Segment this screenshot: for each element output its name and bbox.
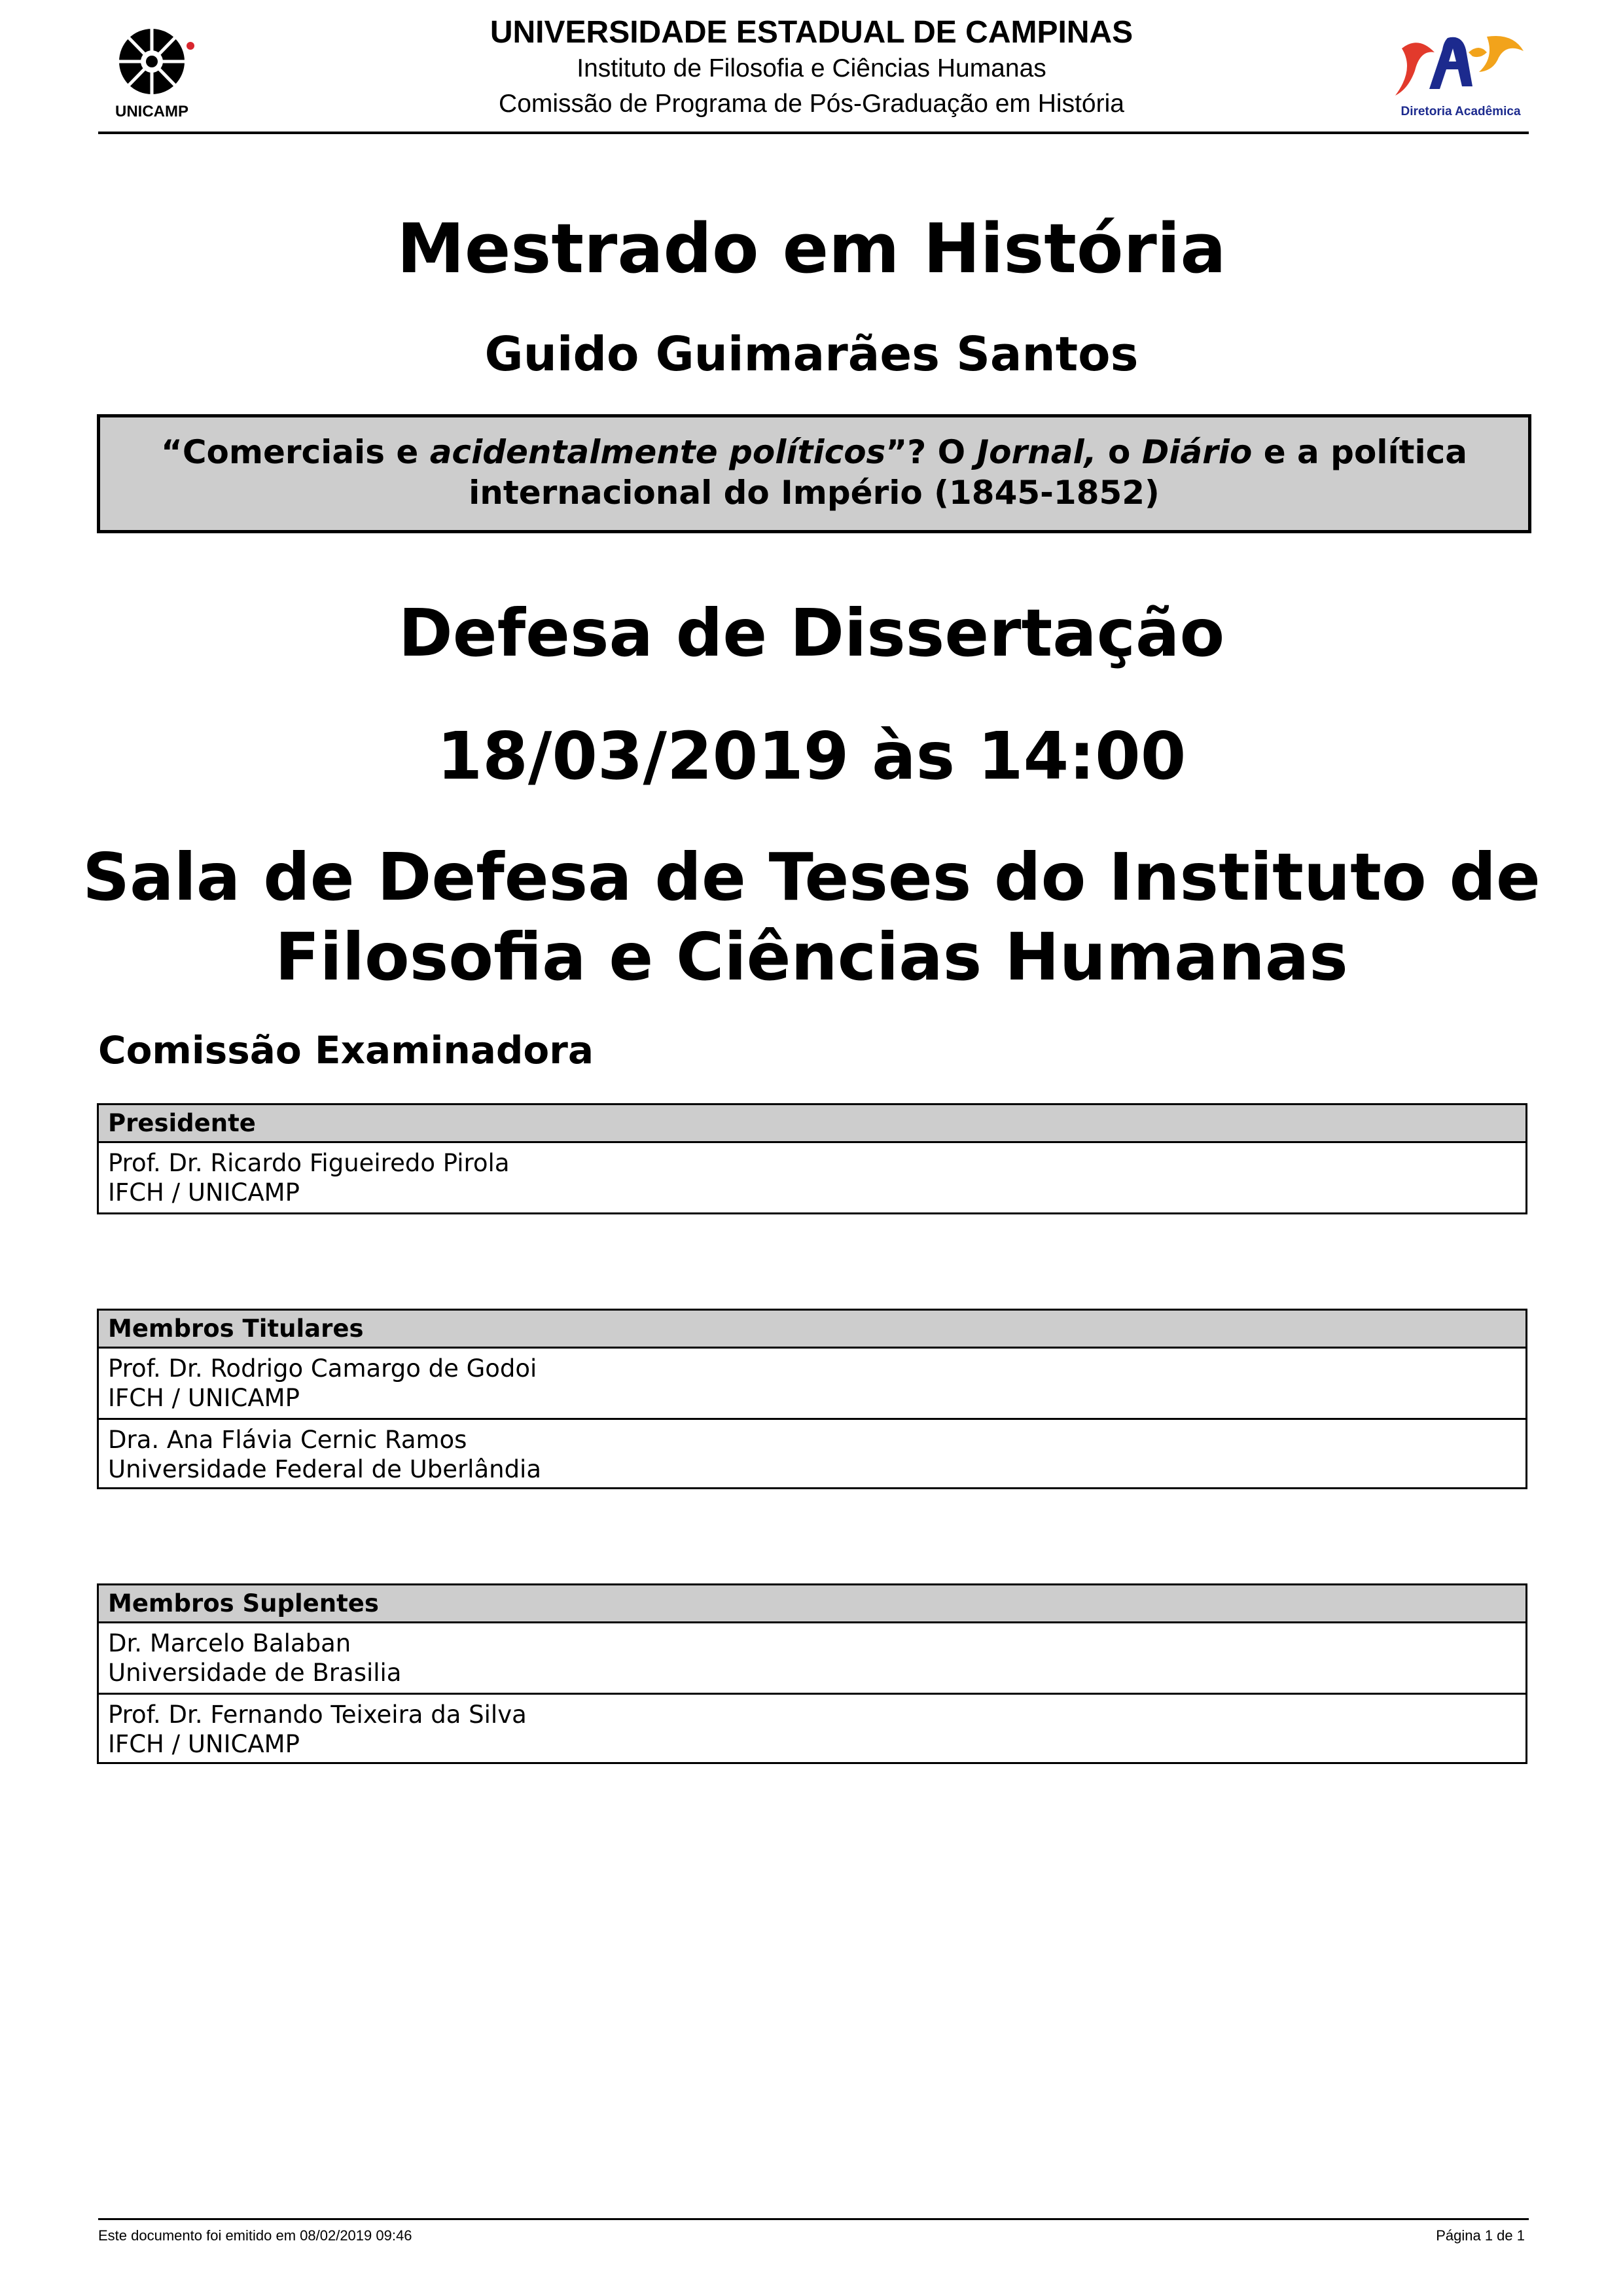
event-location-line-2: Filosofia e Ciências Humanas bbox=[275, 919, 1348, 995]
commission-name: Comissão de Programa de Pós-Graduação em História bbox=[499, 90, 1124, 118]
titulares-table bbox=[97, 1309, 1527, 1489]
member-affiliation: Universidade Federal de Uberlândia bbox=[108, 1455, 542, 1483]
university-name: UNIVERSIDADE ESTADUAL DE CAMPINAS bbox=[490, 15, 1133, 50]
institute-name: Instituto de Filosofia e Ciências Humanas bbox=[577, 54, 1046, 82]
thesis-text-part: ”? O bbox=[885, 433, 977, 471]
member-name: Dr. Marcelo Balaban bbox=[108, 1629, 351, 1657]
unicamp-logo-text: UNICAMP bbox=[115, 103, 188, 120]
table-row bbox=[99, 1349, 1525, 1418]
member-affiliation: IFCH / UNICAMP bbox=[108, 1730, 300, 1758]
page-number: Página 1 de 1 bbox=[1436, 2227, 1525, 2244]
member-name: Prof. Dr. Ricardo Figueiredo Pirola bbox=[108, 1149, 510, 1177]
table-row bbox=[99, 1623, 1525, 1693]
member-affiliation: IFCH / UNICAMP bbox=[108, 1384, 300, 1412]
thesis-title bbox=[100, 432, 1528, 513]
table-row bbox=[99, 1143, 1525, 1212]
dac-logo-text: Diretoria Acadêmica bbox=[1400, 105, 1521, 118]
footer-divider bbox=[98, 2218, 1529, 2220]
event-type: Defesa de Dissertação bbox=[398, 595, 1225, 671]
member-name: Dra. Ana Flávia Cernic Ramos bbox=[108, 1426, 467, 1454]
thesis-text-part: o bbox=[1096, 433, 1142, 471]
member-affiliation: Universidade de Brasilia bbox=[108, 1659, 402, 1687]
thesis-text-part: e a política bbox=[1252, 433, 1468, 471]
presidente-table bbox=[97, 1103, 1527, 1214]
suplentes-table bbox=[97, 1583, 1527, 1764]
table-header: Membros Titulares bbox=[99, 1311, 1525, 1349]
student-name: Guido Guimarães Santos bbox=[484, 327, 1139, 381]
table-row bbox=[99, 1418, 1525, 1487]
thesis-italic-part: Jornal, bbox=[976, 433, 1097, 471]
thesis-title-line-2: internacional do Império (1845-1852) bbox=[469, 474, 1160, 512]
thesis-italic-part: Diário bbox=[1141, 433, 1253, 471]
header-divider bbox=[98, 132, 1529, 134]
thesis-italic-part: acidentalmente políticos bbox=[429, 433, 886, 471]
thesis-title-line-1 bbox=[100, 432, 1528, 472]
diretoria-academica-logo bbox=[1389, 24, 1533, 128]
member-affiliation: IFCH / UNICAMP bbox=[108, 1178, 300, 1207]
committee-heading: Comissão Examinadora bbox=[98, 1028, 594, 1072]
thesis-title-box bbox=[97, 414, 1531, 533]
event-datetime: 18/03/2019 às 14:00 bbox=[437, 718, 1186, 794]
member-name: Prof. Dr. Rodrigo Camargo de Godoi bbox=[108, 1354, 537, 1383]
thesis-text-part: “Comerciais e bbox=[160, 433, 430, 471]
program-title: Mestrado em História bbox=[397, 209, 1226, 289]
member-name: Prof. Dr. Fernando Teixeira da Silva bbox=[108, 1701, 527, 1729]
table-row bbox=[99, 1693, 1525, 1762]
table-header: Presidente bbox=[99, 1105, 1525, 1143]
event-location bbox=[0, 838, 1623, 997]
event-location-line-1: Sala de Defesa de Teses do Instituto de bbox=[82, 839, 1541, 915]
dac-emblem bbox=[1395, 36, 1524, 96]
issued-timestamp: Este documento foi emitido em 08/02/2019 09:46 bbox=[98, 2227, 412, 2244]
table-header: Membros Suplentes bbox=[99, 1585, 1525, 1623]
